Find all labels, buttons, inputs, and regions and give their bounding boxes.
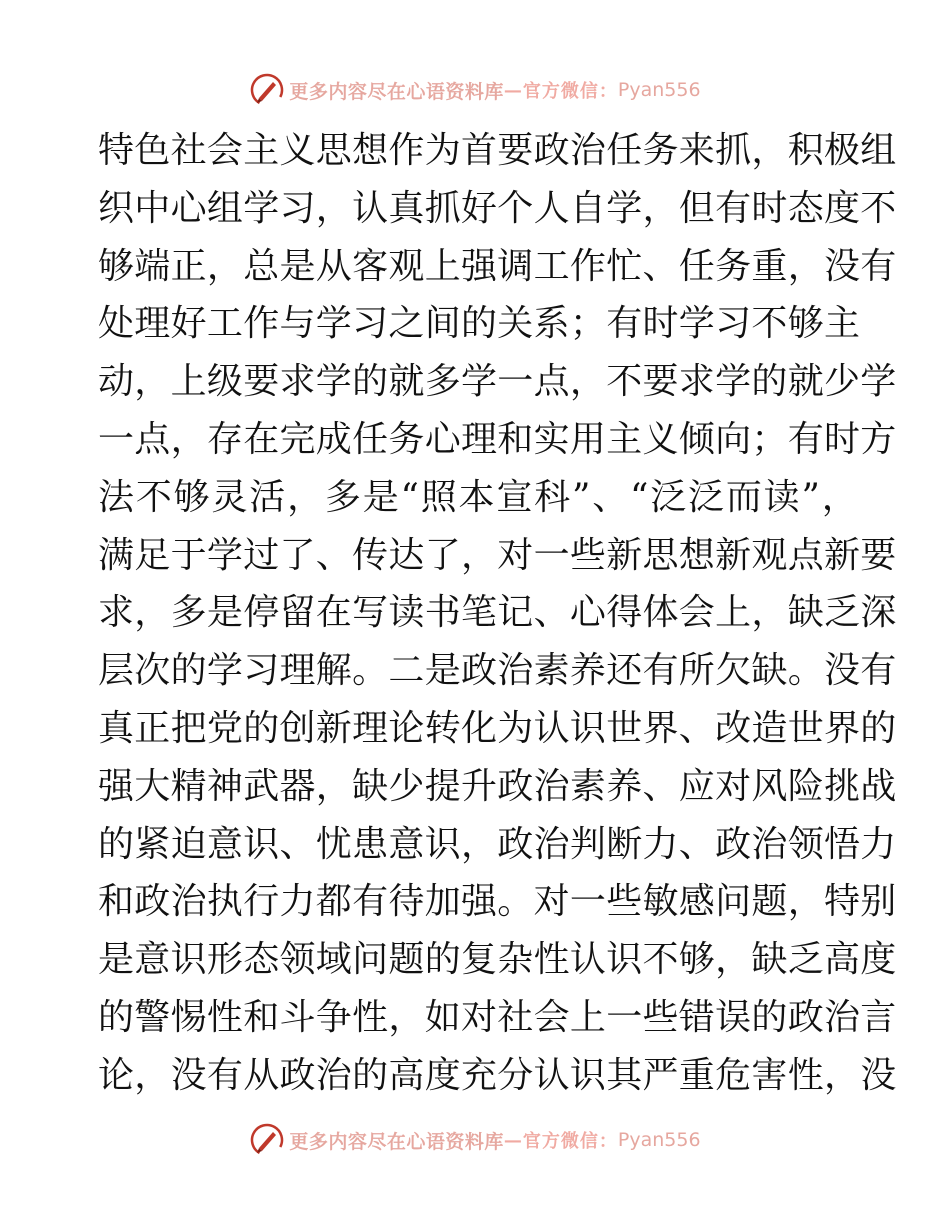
text-line: 的紧迫意识、忧患意识，政治判断力、政治领悟力: [98, 823, 897, 865]
pen-seal-logo-icon: [249, 72, 285, 108]
text-line: 动，上级要求学的就多学一点，不要求学的就少学: [98, 361, 897, 403]
text-line: 织中心组学习，认真抓好个人自学，但有时态度不: [98, 187, 897, 229]
watermark-main-text: 更多内容尽在心语资料库: [289, 80, 504, 103]
text-line: 强大精神武器，缺少提升政治素养、应对风险挑战: [98, 765, 897, 807]
text-line: 是意识形态领域问题的复杂性认识不够，缺乏高度: [98, 939, 897, 981]
watermark-wechat-id: Pyan556: [617, 1129, 701, 1151]
watermark-wechat-id: Pyan556: [617, 79, 701, 101]
text-line: 真正把党的创新理论转化为认识世界、改造世界的: [98, 707, 897, 749]
text-line: 特色社会主义思想作为首要政治任务来抓，积极组: [98, 130, 897, 171]
text-line: 求，多是停留在写读书笔记、心得体会上，缺乏深: [98, 592, 897, 634]
header-watermark: [0, 68, 950, 112]
text-line: 满足于学过了、传达了，对一些新思想新观点新要: [98, 534, 897, 576]
text-line: 和政治执行力都有待加强。对一些敏感问题，特别: [98, 881, 897, 923]
watermark-wechat-label: 官方微信：: [522, 81, 618, 102]
pen-seal-logo-icon: [249, 1122, 285, 1158]
text-line: 层次的学习理解。二是政治素养还有所欠缺。没有: [98, 650, 897, 692]
text-line: 论，没有从政治的高度充分认识其严重危害性，没: [98, 1054, 897, 1096]
footer-watermark: [0, 1118, 950, 1162]
text-line: 一点，存在完成任务心理和实用主义倾向；有时方: [98, 418, 897, 460]
text-line: 处理好工作与学习之间的关系；有时学习不够主: [98, 303, 861, 345]
text-line: 的警惕性和斗争性，如对社会上一些错误的政治言: [98, 996, 897, 1038]
watermark-dash: —: [503, 1129, 523, 1151]
watermark-dash: —: [503, 79, 523, 101]
watermark-wechat-label: 官方微信：: [522, 1131, 618, 1152]
watermark-main-text: 更多内容尽在心语资料库: [289, 1130, 504, 1153]
text-line: 法不够灵活，多是“照本宣科”、“泛泛而读”，: [98, 476, 858, 518]
text-line: 够端正，总是从客观上强调工作忙、任务重，没有: [98, 245, 897, 287]
document-body: [98, 122, 897, 1105]
